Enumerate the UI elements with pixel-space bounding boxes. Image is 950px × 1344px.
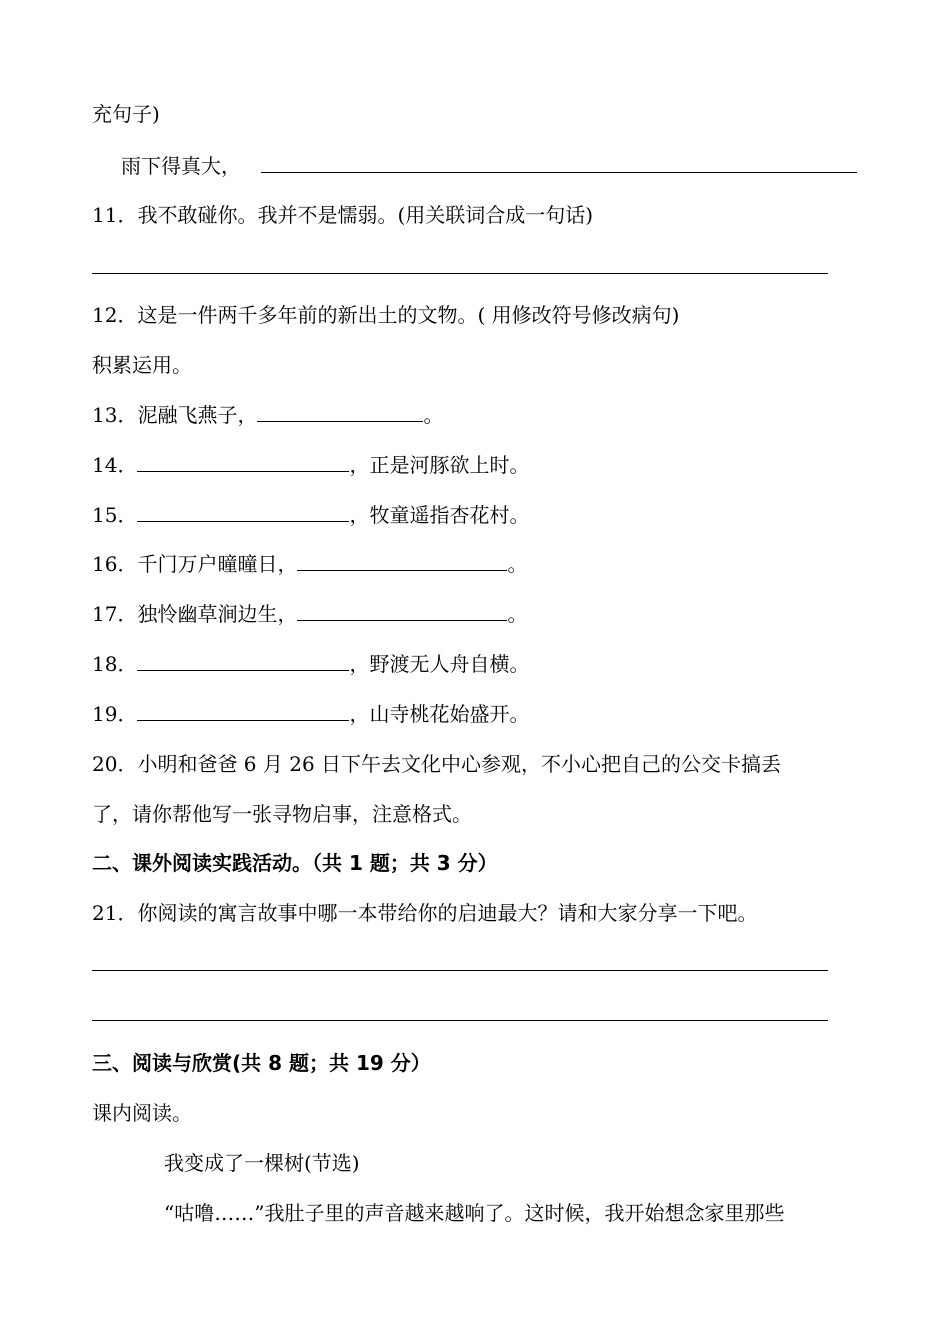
passage-paragraph	[164, 1199, 784, 1227]
heading-text: 积累运用。	[92, 353, 192, 377]
section-subheading	[92, 1099, 192, 1127]
title-text: 我变成了一棵树(节选)	[164, 1151, 360, 1175]
answer-blank[interactable]	[137, 501, 349, 522]
question-text: 。	[507, 602, 528, 626]
question-text: 。	[423, 403, 444, 427]
question-text: 17．独怜幽草涧边生，	[92, 602, 298, 626]
answer-line[interactable]	[92, 970, 828, 971]
question-21	[92, 899, 757, 927]
answer-line[interactable]	[92, 273, 828, 274]
question-18	[92, 650, 529, 678]
question-19	[92, 700, 529, 728]
question-text: 18．	[92, 652, 138, 676]
answer-blank[interactable]	[297, 550, 507, 571]
question-text: ，正是河豚欲上时。	[349, 453, 530, 477]
question-text: ，山寺桃花始盛开。	[349, 702, 530, 726]
fill-in-item	[121, 152, 857, 180]
heading-text: 课内阅读。	[92, 1101, 192, 1125]
question-text: 了，请你帮他写一张寻物启事，注意格式。	[92, 802, 472, 826]
line-text: 雨下得真大，	[121, 154, 241, 178]
paragraph-text: “咕噜……”我肚子里的声音越来越响了。这时候，我开始想念家里那些	[164, 1201, 785, 1225]
text-line	[92, 100, 160, 128]
answer-blank[interactable]	[297, 600, 507, 621]
question-text: ，牧童遥指杏花村。	[349, 503, 530, 527]
answer-blank[interactable]	[137, 650, 349, 671]
question-12	[92, 301, 679, 329]
heading-text: 三、阅读与欣赏(共 8 题；共 19 分）	[92, 1051, 431, 1075]
question-text: 。	[507, 552, 528, 576]
passage-title	[164, 1149, 360, 1177]
answer-line[interactable]	[92, 1020, 828, 1021]
question-16	[92, 550, 527, 578]
question-text: ，野渡无人舟自横。	[349, 652, 530, 676]
answer-blank[interactable]	[257, 401, 423, 422]
question-text: 19．	[92, 702, 138, 726]
question-text: 16．千门万户曈曈日，	[92, 552, 298, 576]
question-text: 15．	[92, 503, 138, 527]
question-17	[92, 600, 527, 628]
question-20	[92, 750, 781, 778]
question-text: 21．你阅读的寓言故事中哪一本带给你的启迪最大？请和大家分享一下吧。	[92, 901, 758, 925]
line-text: 充句子)	[92, 102, 160, 126]
heading-text: 二、课外阅读实践活动。（共 1 题；共 3 分）	[92, 851, 498, 875]
question-15	[92, 501, 529, 529]
question-text: 20．小明和爸爸 6 月 26 日下午去文化中心参观，不小心把自己的公交卡搞丢	[92, 752, 782, 776]
question-20-continued	[92, 800, 472, 828]
question-14	[92, 451, 529, 479]
answer-blank[interactable]	[137, 700, 349, 721]
question-text: 13．泥融飞燕子，	[92, 403, 258, 427]
section-heading-3	[92, 1049, 431, 1077]
question-13	[92, 401, 443, 429]
question-11	[92, 201, 593, 229]
question-text: 11．我不敢碰你。我并不是懦弱。(用关联词合成一句话)	[92, 203, 594, 227]
question-text: 12．这是一件两千多年前的新出土的文物。( 用修改符号修改病句)	[92, 303, 680, 327]
answer-blank[interactable]	[137, 451, 349, 472]
section-heading-2	[92, 849, 498, 877]
answer-blank[interactable]	[261, 152, 857, 173]
question-text: 14．	[92, 453, 138, 477]
section-heading-accumulation	[92, 351, 192, 379]
